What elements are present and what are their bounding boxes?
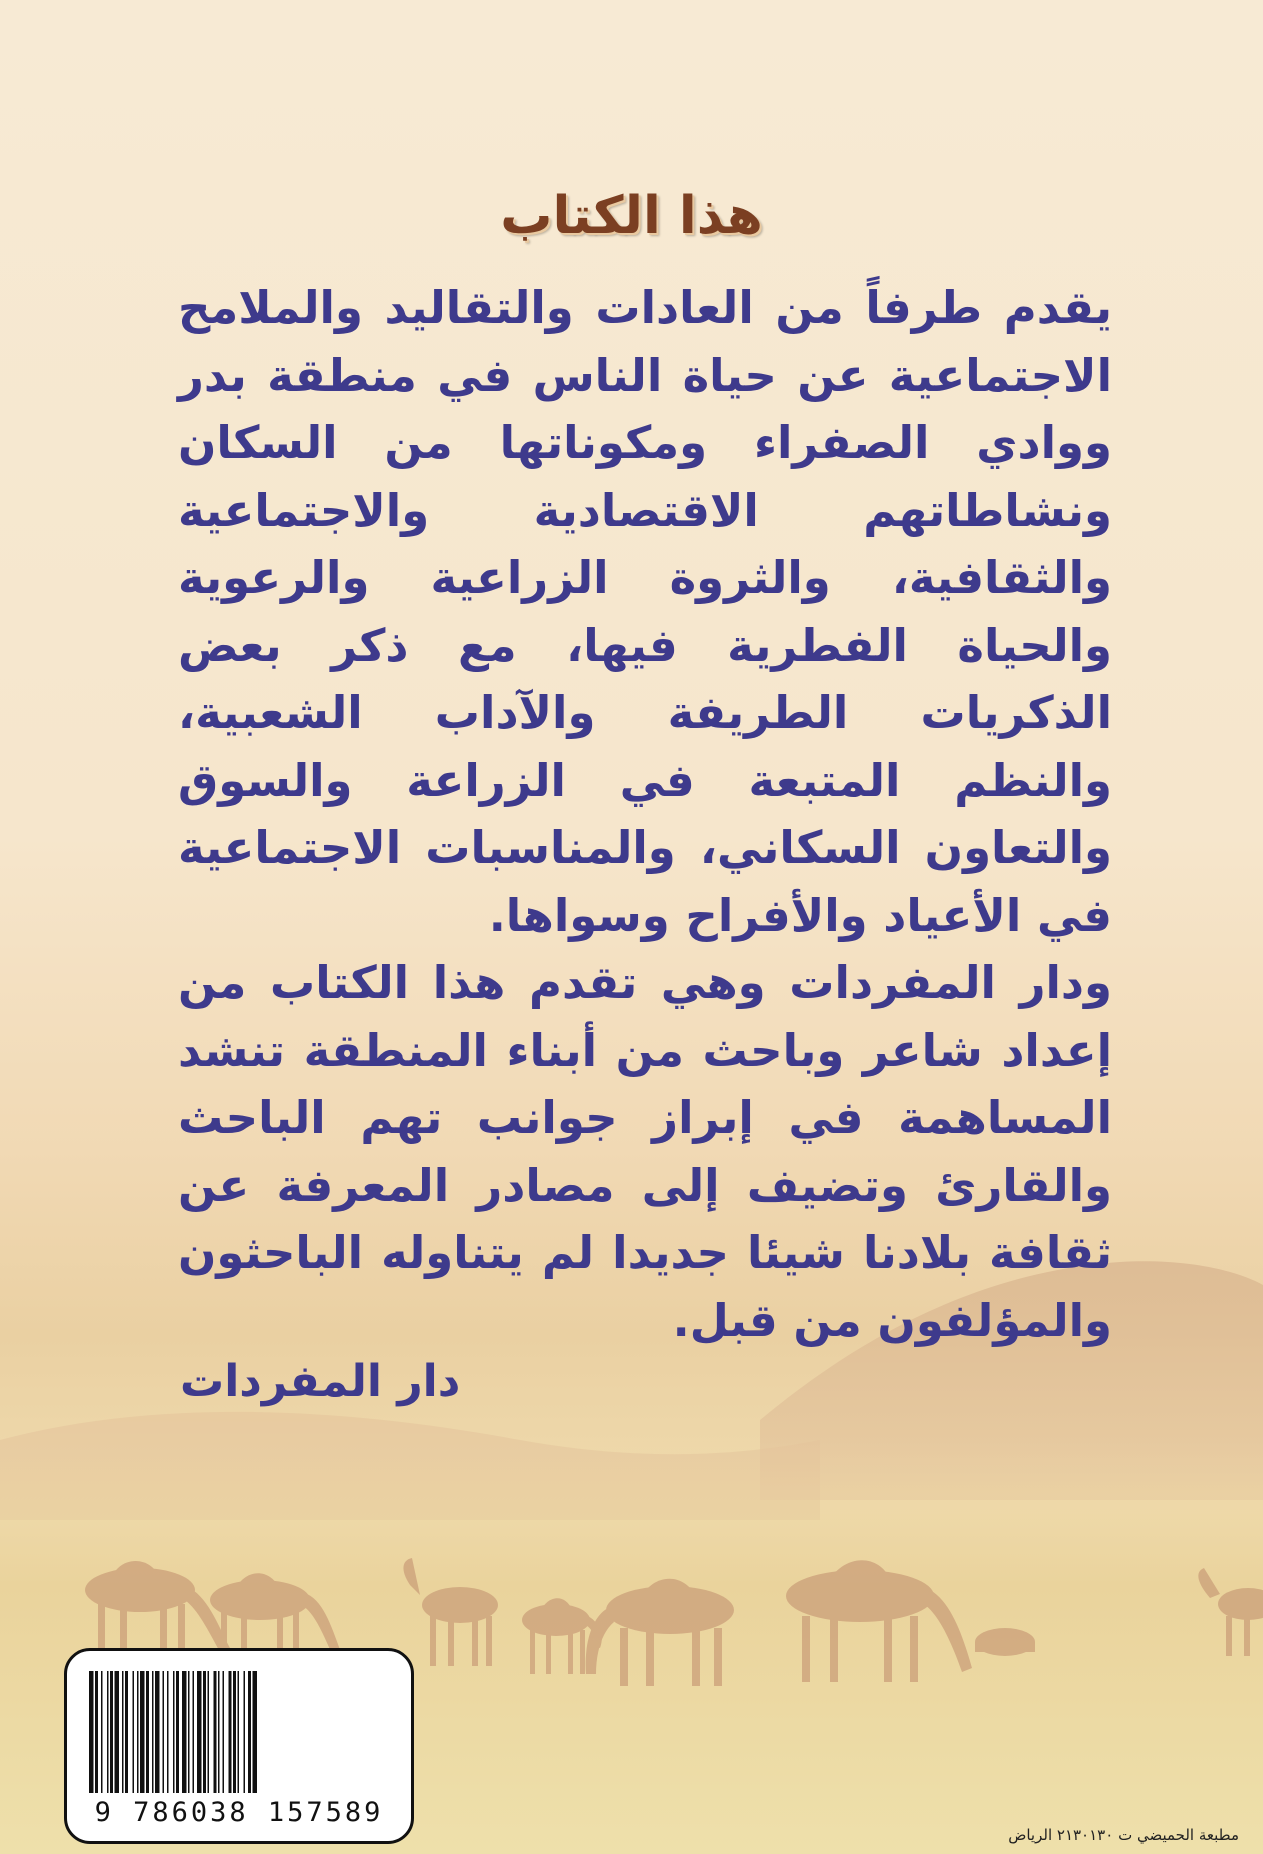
description-paragraph: ودار المفردات وهي تقدم هذا الكتاب من إعداد شاعر وباحث من أبناء المنطقة تنشد المساهمة في إبراز جوانب تهم الباحث والقارئ وتضيف إلى مصادر المعرفة عن ثقافة بلادنا شيئا جديدا لم يتناوله الباحثون والمؤلفون من قبل. [178, 956, 1112, 1347]
publisher-signature: دار المفردات [180, 1356, 461, 1407]
isbn-number: 9 786038 157589 [94, 1797, 384, 1828]
isbn-barcode [64, 1648, 414, 1844]
printer-note: مطبعة الحميضي ت ٢١٣٠١٣٠ الرياض [1008, 1826, 1239, 1844]
camel-silhouette [975, 1628, 1035, 1656]
barcode-bars [89, 1671, 389, 1793]
section-heading: هذا الكتاب [500, 186, 763, 246]
description-paragraph: يقدم طرفاً من العادات والتقاليد والملامح الاجتماعية عن حياة الناس في منطقة بدر ووادي الصفراء ومكوناتها من السكان ونشاطاتهم الاقتصادية والاجتماعية والثقافية، والثروة الزراعية والرعوية والحياة الفطرية فيها، مع ذكر بعض الذكريات الطريفة والآداب الشعبية، والنظم المتبعة في الزراعة والسوق والتعاون السكاني، والمناسبات الاجتماعية في الأعياد والأفراح وسواها. [178, 281, 1112, 942]
description-text [178, 274, 1112, 1354]
